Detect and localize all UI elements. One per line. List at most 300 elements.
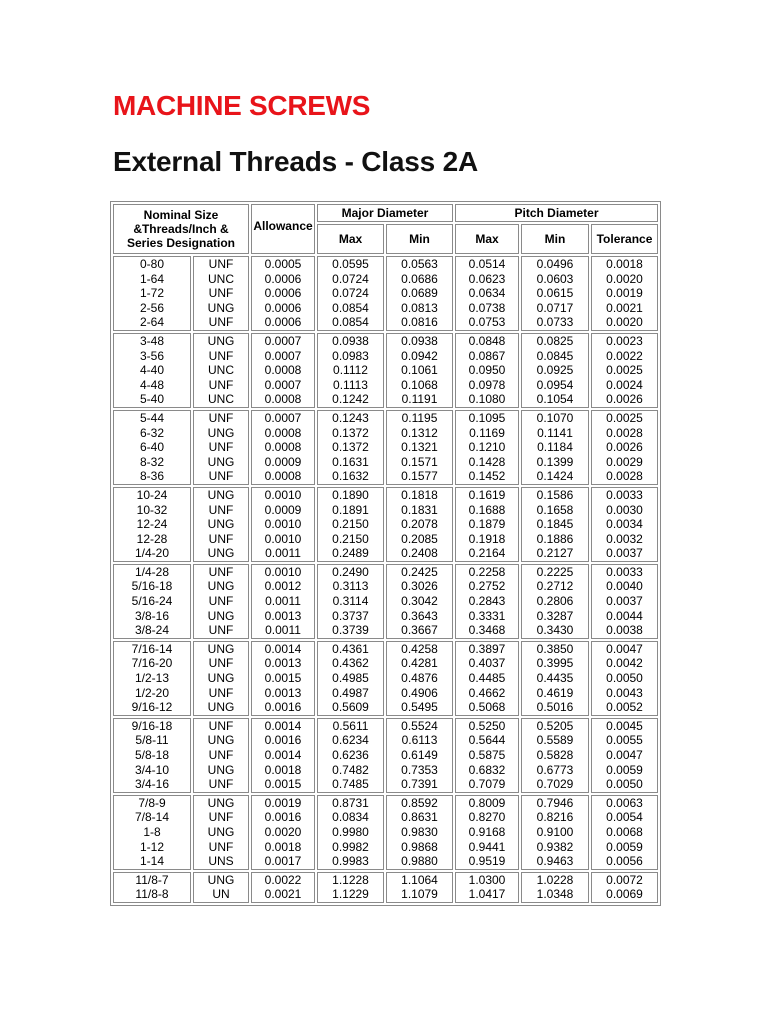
table-cell-value: 0.0563	[401, 257, 438, 271]
table-cell-value: 0.0006	[264, 300, 302, 315]
table-cell-value: 0.0008	[264, 440, 302, 455]
table-cell-value: UNG	[207, 641, 235, 656]
table-cell-value: 0.0978	[468, 377, 506, 392]
table-cell-value: 0.0044	[606, 608, 643, 623]
table-cell-value: 0.7946	[536, 795, 574, 810]
header-tolerance: Tolerance	[591, 224, 658, 254]
table-cell-value: 1.1079	[401, 887, 438, 902]
table-cell-value: 0.1242	[332, 392, 369, 407]
pitch-min-cell	[521, 410, 589, 485]
table-cell-value: 0.3287	[536, 608, 574, 623]
table-cell-value: 0.0045	[606, 718, 643, 733]
table-cell-value: 0.5016	[536, 700, 574, 715]
table-cell-value: 5-40	[139, 392, 165, 407]
table-cell-value: 1.0300	[468, 872, 506, 887]
table-cell-value: 0.4361	[332, 641, 369, 656]
table-cell-value: 0.0013	[264, 685, 302, 700]
table-cell-value: 0.0028	[606, 425, 643, 440]
table-cell-value: 0.3737	[332, 608, 369, 623]
table-cell-value: 0.0724	[332, 286, 369, 301]
table-cell-value: UNF	[208, 839, 234, 854]
table-cell-value: UNF	[208, 440, 234, 455]
table-cell-value: 0.7485	[332, 777, 369, 792]
size-cell	[113, 256, 191, 331]
table-cell-value: 0.0983	[332, 348, 369, 363]
table-cell-value: 0.0037	[606, 594, 643, 609]
table-cell-value: 0.3850	[536, 641, 574, 656]
header-major-min: Min	[386, 224, 453, 254]
table-cell-value: UNF	[208, 502, 234, 517]
table-cell-value: 0.0008	[264, 425, 302, 440]
table-cell-value: 0.0028	[606, 469, 643, 484]
table-cell-value: UNG	[207, 579, 235, 594]
table-cell-value: 0.9868	[401, 839, 438, 854]
table-cell-value: 0.0050	[606, 671, 643, 686]
table-cell-value: 0.4662	[468, 685, 506, 700]
table-cell-value: 0.0038	[606, 623, 643, 638]
table-cell-value: 0.1210	[468, 440, 506, 455]
table-cell-value: 0.2150	[332, 517, 369, 532]
page-title: MACHINE SCREWS	[113, 90, 371, 121]
table-cell-value: 0.0014	[264, 718, 302, 733]
table-cell-value: 0.0848	[468, 333, 506, 348]
allowance-cell	[251, 487, 315, 562]
table-cell-value: 0.9980	[332, 824, 369, 839]
table-cell-value: 0.5828	[536, 748, 574, 762]
series-cell	[193, 872, 249, 903]
table-cell-value: UNC	[208, 271, 234, 286]
table-cell-value: 0.1372	[332, 425, 369, 440]
table-cell-value: UNF	[208, 469, 234, 484]
major-min-cell	[386, 564, 453, 639]
table-cell-value: 0.1112	[333, 363, 368, 378]
table-cell-value: 0.1312	[401, 425, 438, 440]
pitch-max-cell	[455, 487, 519, 562]
table-cell-value: 0.4485	[468, 671, 506, 686]
table-cell-value: 0.4906	[401, 685, 438, 700]
pitch-min-cell	[521, 333, 589, 408]
table-cell-value: 0.3026	[401, 579, 438, 594]
major-max-cell	[317, 718, 384, 793]
table-cell-value: UNF	[208, 257, 234, 271]
table-cell-value: 1.1228	[332, 872, 369, 887]
table-cell-value: 0.1068	[401, 377, 438, 392]
table-cell-value: 2-56	[139, 300, 165, 315]
table-cell-value: UNG	[207, 454, 235, 469]
table-cell-value: 0.0052	[606, 700, 643, 715]
table-cell-value: 7/16-14	[131, 641, 173, 656]
table-cell-value: 0.7482	[332, 762, 369, 777]
allowance-cell	[251, 410, 315, 485]
table-cell-value: UNF	[208, 623, 234, 638]
table-cell-value: 5-44	[139, 410, 165, 425]
table-cell-value: 1.1064	[401, 872, 438, 887]
table-cell-value: 0.9168	[468, 824, 506, 839]
table-cell-value: 0.0717	[536, 300, 574, 315]
table-cell-value: 0.0686	[401, 271, 438, 286]
table-cell-value: 0.1631	[332, 454, 369, 469]
table-cell-value: 0.2806	[536, 594, 574, 609]
major-min-cell	[386, 256, 453, 331]
table-cell-value: 0.0054	[606, 810, 643, 825]
size-cell	[113, 641, 191, 716]
table-cell-value: 0.7029	[536, 777, 574, 792]
table-cell-value: 0.0008	[264, 363, 302, 378]
table-cell-value: 0.1424	[536, 469, 574, 484]
table-cell-value: 0.1571	[401, 454, 438, 469]
table-row-group	[113, 256, 658, 331]
table-cell-value: 0.1886	[536, 531, 574, 546]
table-cell-value: 0.0938	[401, 333, 438, 348]
size-cell	[113, 718, 191, 793]
table-cell-value: 0.3995	[536, 656, 574, 671]
pitch-max-cell	[455, 795, 519, 870]
table-cell-value: 0.2489	[332, 546, 369, 561]
table-cell-value: 0.4619	[536, 685, 574, 700]
header-major-diameter: Major Diameter	[317, 204, 453, 222]
table-cell-value: 0.0011	[265, 546, 301, 561]
table-cell-value: 0.5068	[468, 700, 506, 715]
major-min-cell	[386, 333, 453, 408]
tolerance-cell	[591, 718, 658, 793]
table-cell-value: 3/4-10	[134, 762, 170, 777]
table-cell-value: 5/16-18	[131, 579, 173, 594]
table-cell-value: 0.0016	[264, 810, 302, 825]
table-cell-value: 0.0026	[606, 392, 643, 407]
table-cell-value: UNS	[208, 854, 234, 869]
table-cell-value: UNC	[208, 363, 234, 378]
table-cell-value: 0-80	[139, 257, 165, 271]
table-cell-value: 0.1054	[536, 392, 574, 407]
table-cell-value: 0.4435	[536, 671, 574, 686]
table-cell-value: 0.6149	[401, 748, 438, 762]
table-cell-value: 0.0021	[264, 887, 302, 902]
table-cell-value: 0.0834	[332, 810, 369, 825]
table-cell-value: 0.0954	[536, 377, 574, 392]
size-cell	[113, 333, 191, 408]
size-cell	[113, 872, 191, 903]
table-cell-value: 0.0021	[606, 300, 643, 315]
table-cell-value: 0.0854	[332, 315, 369, 330]
allowance-cell	[251, 256, 315, 331]
table-cell-value: UNF	[208, 594, 234, 609]
table-cell-value: 0.0011	[265, 594, 301, 609]
table-cell-value: 0.0623	[468, 271, 506, 286]
table-cell-value: 0.0615	[536, 286, 574, 301]
table-cell-value: 0.0015	[264, 777, 302, 792]
table-cell-value: 0.0034	[606, 517, 643, 532]
table-cell-value: 0.0023	[606, 333, 643, 348]
table-cell-value: 0.2425	[401, 564, 438, 579]
table-cell-value: 0.9519	[468, 854, 506, 869]
table-cell-value: 0.1070	[536, 410, 574, 425]
table-cell-value: 0.5250	[468, 718, 506, 733]
table-cell-value: 0.9382	[536, 839, 574, 854]
table-cell-value: 0.0938	[332, 333, 369, 348]
table-cell-value: 0.1095	[468, 410, 506, 425]
table-cell-value: 0.0020	[264, 824, 302, 839]
pitch-max-cell	[455, 410, 519, 485]
pitch-max-cell	[455, 256, 519, 331]
table-cell-value: 0.0816	[401, 315, 438, 330]
table-cell-value: 0.9983	[332, 854, 369, 869]
table-cell-value: 10-24	[136, 487, 168, 502]
table-cell-value: 0.1195	[401, 410, 438, 425]
table-cell-value: 0.1399	[536, 454, 574, 469]
table-cell-value: 0.0013	[264, 656, 302, 671]
table-cell-value: 0.6113	[401, 733, 438, 748]
table-cell-value: 0.0014	[264, 748, 302, 762]
major-max-cell	[317, 872, 384, 903]
table-cell-value: 0.3667	[401, 623, 438, 638]
size-cell	[113, 410, 191, 485]
table-cell-value: 0.7391	[401, 777, 438, 792]
major-max-cell	[317, 333, 384, 408]
allowance-cell	[251, 333, 315, 408]
major-min-cell	[386, 410, 453, 485]
table-cell-value: 0.0010	[264, 487, 302, 502]
table-row-group	[113, 795, 658, 870]
table-cell-value: UNG	[207, 700, 235, 715]
header-pitch-max: Max	[455, 224, 519, 254]
table-cell-value: 0.0011	[265, 623, 301, 638]
table-row-group	[113, 564, 658, 639]
pitch-min-cell	[521, 487, 589, 562]
table-cell-value: 12-24	[136, 517, 168, 532]
table-cell-value: 0.2843	[468, 594, 506, 609]
table-cell-value: 0.1243	[332, 410, 369, 425]
table-cell-value: 8-36	[139, 469, 165, 484]
table-cell-value: 0.0059	[606, 762, 643, 777]
table-cell-value: 11/8-8	[135, 887, 169, 902]
table-row-group	[113, 872, 658, 903]
table-cell-value: UNG	[207, 517, 235, 532]
table-cell-value: 1/2-13	[134, 671, 170, 686]
table-cell-value: 0.0008	[264, 392, 302, 407]
table-cell-value: 0.1818	[401, 487, 438, 502]
table-cell-value: 0.0738	[468, 300, 506, 315]
table-cell-value: 0.6234	[332, 733, 369, 748]
table-cell-value: UNG	[207, 872, 235, 887]
table-cell-value: 0.1577	[401, 469, 438, 484]
tolerance-cell	[591, 487, 658, 562]
table-cell-value: 0.0043	[606, 685, 643, 700]
table-cell-value: 0.1141	[537, 425, 573, 440]
table-cell-value: 0.4362	[332, 656, 369, 671]
table-cell-value: 0.4985	[332, 671, 369, 686]
table-cell-value: 0.0033	[606, 487, 643, 502]
table-cell-value: 0.0724	[332, 271, 369, 286]
table-cell-value: 0.0018	[264, 839, 302, 854]
table-cell-value: UNF	[208, 810, 234, 825]
table-cell-value: 0.0056	[606, 854, 643, 869]
table-cell-value: 0.4876	[401, 671, 438, 686]
table-cell-value: UNF	[208, 315, 234, 330]
table-body	[113, 256, 658, 903]
table-cell-value: 0.9880	[401, 854, 438, 869]
table-cell-value: 9/16-12	[131, 700, 173, 715]
major-max-cell	[317, 487, 384, 562]
table-cell-value: 0.0595	[332, 257, 369, 271]
allowance-cell	[251, 872, 315, 903]
table-cell-value: UNG	[207, 333, 235, 348]
pitch-max-cell	[455, 872, 519, 903]
table-cell-value: 0.2150	[332, 531, 369, 546]
series-cell	[193, 410, 249, 485]
major-max-cell	[317, 256, 384, 331]
size-cell	[113, 487, 191, 562]
table-cell-value: 0.1061	[401, 363, 438, 378]
tolerance-cell	[591, 333, 658, 408]
table-cell-value: 3-56	[139, 348, 165, 363]
table-cell-value: 0.0042	[606, 656, 643, 671]
table-cell-value: 0.0032	[606, 531, 643, 546]
header-row-1	[113, 204, 658, 222]
table-cell-value: 1-14	[139, 854, 165, 869]
table-row-group	[113, 410, 658, 485]
header-pitch-min: Min	[521, 224, 589, 254]
series-cell	[193, 718, 249, 793]
table-cell-value: 1.0228	[536, 872, 574, 887]
table-cell-value: 0.0033	[606, 564, 643, 579]
table-cell-value: 0.2712	[536, 579, 574, 594]
major-max-cell	[317, 564, 384, 639]
table-cell-value: 0.3897	[468, 641, 506, 656]
allowance-cell	[251, 795, 315, 870]
major-min-cell	[386, 718, 453, 793]
table-cell-value: 0.1658	[536, 502, 574, 517]
table-cell-value: 0.5609	[332, 700, 369, 715]
table-cell-value: 0.0063	[606, 795, 643, 810]
table-cell-value: UN	[212, 887, 230, 902]
table-cell-value: 2-64	[139, 315, 165, 330]
table-cell-value: 3/8-24	[134, 623, 170, 638]
table-cell-value: 0.0022	[606, 348, 643, 363]
table-cell-value: 0.0020	[606, 271, 643, 286]
pitch-min-cell	[521, 795, 589, 870]
page-subtitle: External Threads - Class 2A	[113, 146, 478, 177]
table-cell-value: 0.3643	[401, 608, 438, 623]
table-cell-value: UNF	[208, 377, 234, 392]
table-cell-value: UNG	[207, 733, 235, 748]
table-cell-value: 7/8-9	[138, 795, 166, 810]
major-max-cell	[317, 641, 384, 716]
table-cell-value: 5/16-24	[131, 594, 173, 609]
table-cell-value: 0.0047	[606, 641, 643, 656]
table-cell-value: 0.0022	[264, 872, 302, 887]
table-cell-value: 0.1321	[401, 440, 438, 455]
header-nominal-size	[113, 204, 249, 254]
table-cell-value: 6-32	[139, 425, 165, 440]
table-cell-value: UNF	[208, 656, 234, 671]
table-cell-value: UNG	[207, 824, 235, 839]
table-cell-value: 0.3739	[332, 623, 369, 638]
table-cell-value: 0.6773	[536, 762, 574, 777]
table-cell-value: 7/8-14	[134, 810, 170, 825]
table-cell-value: 3/8-16	[134, 608, 170, 623]
table-cell-value: 0.4037	[468, 656, 506, 671]
table-cell-value: 0.7079	[468, 777, 506, 792]
table-cell-value: 0.1619	[468, 487, 506, 502]
table-cell-value: 0.1831	[401, 502, 438, 517]
major-min-cell	[386, 487, 453, 562]
table-cell-value: 0.0017	[264, 854, 302, 869]
table-cell-value: 0.2078	[401, 517, 438, 532]
table-cell-value: 0.9463	[536, 854, 574, 869]
table-cell-value: 1.1229	[332, 887, 369, 902]
table-cell-value: 1-72	[139, 286, 165, 301]
pitch-min-cell	[521, 718, 589, 793]
table-cell-value: 0.9982	[332, 839, 369, 854]
table-cell-value: 0.4258	[401, 641, 438, 656]
table-cell-value: 0.2490	[332, 564, 369, 579]
table-cell-value: 0.0059	[606, 839, 643, 854]
table-cell-value: 0.5644	[468, 733, 506, 748]
pitch-max-cell	[455, 564, 519, 639]
header-nominal-line-1: Nominal Size	[143, 208, 219, 222]
table-cell-value: 0.1890	[332, 487, 369, 502]
table-cell-value: 0.0854	[332, 300, 369, 315]
table-cell-value: UNG	[207, 300, 235, 315]
tolerance-cell	[591, 872, 658, 903]
table-cell-value: 10-32	[136, 502, 168, 517]
table-cell-value: UNF	[208, 685, 234, 700]
table-cell-value: 6-40	[139, 440, 165, 455]
table-cell-value: 0.1184	[537, 440, 573, 455]
table-cell-value: 0.8270	[468, 810, 506, 825]
series-cell	[193, 256, 249, 331]
table-cell-value: 0.0950	[468, 363, 506, 378]
table-cell-value: 0.6236	[332, 748, 369, 762]
pitch-min-cell	[521, 641, 589, 716]
table-cell-value: 0.1845	[536, 517, 574, 532]
allowance-cell	[251, 564, 315, 639]
table-cell-value: 0.0006	[264, 315, 302, 330]
table-cell-value: UNF	[208, 410, 234, 425]
table-cell-value: 0.0496	[536, 257, 574, 271]
table-cell-value: 3-48	[139, 333, 165, 348]
table-cell-value: 4-40	[139, 363, 165, 378]
table-cell-value: 0.3113	[332, 579, 369, 594]
table-cell-value: 0.0055	[606, 733, 643, 748]
thread-table	[110, 201, 661, 906]
table-cell-value: 0.2127	[536, 546, 574, 561]
major-max-cell	[317, 410, 384, 485]
series-cell	[193, 564, 249, 639]
table-cell-value: 0.0007	[264, 348, 302, 363]
header-nominal-line-3: Series Designation	[126, 236, 236, 250]
table-cell-value: 0.0016	[264, 733, 302, 748]
table-cell-value: 11/8-7	[135, 872, 169, 887]
table-cell-value: 0.1372	[332, 440, 369, 455]
table-cell-value: 0.3042	[401, 594, 438, 609]
table-cell-value: 0.9100	[536, 824, 574, 839]
pitch-max-cell	[455, 333, 519, 408]
table-cell-value: UNG	[207, 425, 235, 440]
pitch-max-cell	[455, 718, 519, 793]
table-row-group	[113, 487, 658, 562]
table-cell-value: 0.9830	[401, 824, 438, 839]
table-cell-value: 0.0024	[606, 377, 643, 392]
table-cell-value: 0.8592	[401, 795, 438, 810]
table-cell-value: 0.0040	[606, 579, 643, 594]
table-cell-value: 0.4281	[401, 656, 438, 671]
table-row-group	[113, 718, 658, 793]
table-cell-value: 0.0019	[264, 795, 302, 810]
table-cell-value: 0.6832	[468, 762, 506, 777]
table-cell-value: 0.5611	[332, 718, 369, 733]
table-cell-value: 0.0012	[264, 579, 302, 594]
